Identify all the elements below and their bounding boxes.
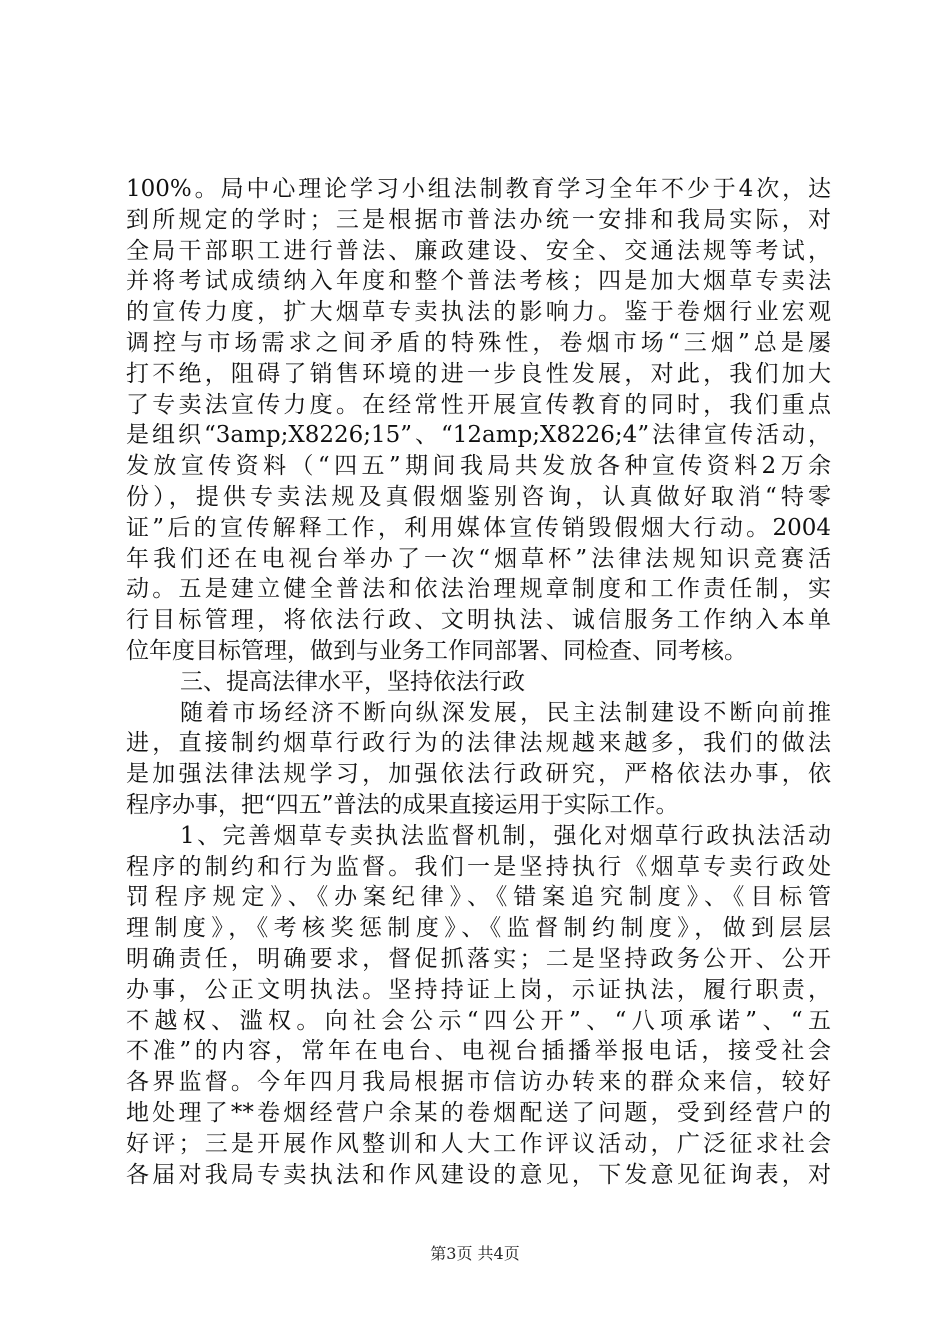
text-line: 年我们还在电视台举办了一次“烟草杯”法律法规知识竞赛活	[126, 545, 831, 572]
text-line: 各届对我局专卖执法和作风建设的意见，下发意见征询表，对	[126, 1161, 831, 1188]
text-line: 是加强法律法规学习，加强依法行政研究，严格依法办事，依	[126, 761, 831, 788]
page-footer: 第3页 共4页	[430, 1244, 520, 1263]
text-line: 程序办事，把“四五”普法的成果直接运用于实际工作。	[126, 791, 679, 818]
section-heading: 三、提高法律水平，坚持依法行政	[180, 668, 525, 695]
text-line: 并将考试成绩纳入年度和整个普法考核；四是加大烟草专卖法	[126, 268, 831, 295]
text-line: 1、完善烟草专卖执法监督机制，强化对烟草行政执法活动	[180, 822, 831, 849]
text-line: 不越权、滥权。向社会公示“四公开”、“八项承诺”、“五	[126, 1007, 831, 1034]
text-line: 理制度》，《考核奖惩制度》、《监督制约制度》，做到层层	[126, 915, 831, 942]
text-line: 是组织“3amp;X8226;15”、“12amp;X8226;4”法律宣传活动，	[126, 422, 831, 449]
text-line: 100%。局中心理论学习小组法制教育学习全年不少于4次，达	[126, 176, 831, 202]
text-line: 各界监督。今年四月我局根据市信访办转来的群众来信，较好	[126, 1069, 831, 1096]
text-line: 证”后的宣传解释工作，利用媒体宣传销毁假烟大行动。2004	[126, 514, 831, 541]
text-line: 的宣传力度，扩大烟草专卖执法的影响力。鉴于卷烟行业宏观	[126, 299, 831, 326]
text-line: 不准”的内容，常年在电台、电视台插播举报电话，接受社会	[126, 1038, 831, 1065]
text-line: 进，直接制约烟草行政行为的法律法规越来越多，我们的做法	[126, 730, 831, 757]
text-line: 到所规定的学时；三是根据市普法办统一安排和我局实际，对	[126, 206, 831, 233]
text-line: 随着市场经济不断向纵深发展，民主法制建设不断向前推	[180, 699, 831, 726]
text-line: 明确责任，明确要求，督促抓落实；二是坚持政务公开、公开	[126, 945, 831, 972]
text-line: 全局干部职工进行普法、廉政建设、安全、交通法规等考试，	[126, 237, 831, 264]
text-line: 动。五是建立健全普法和依法治理规章制度和工作责任制，实	[126, 576, 831, 603]
text-line: 调控与市场需求之间矛盾的特殊性，卷烟市场“三烟”总是屡	[126, 329, 831, 356]
text-line: 程序的制约和行为监督。我们一是坚持执行《烟草专卖行政处	[126, 853, 831, 880]
text-line: 了专卖法宣传力度。在经常性开展宣传教育的同时，我们重点	[126, 391, 831, 418]
text-line: 好评；三是开展作风整训和人大工作评议活动，广泛征求社会	[126, 1130, 831, 1157]
text-line: 位年度目标管理，做到与业务工作同部署、同检查、同考核。	[126, 637, 747, 664]
body-text	[126, 174, 831, 1190]
text-line: 打不绝，阻碍了销售环境的进一步良性发展，对此，我们加大	[126, 360, 831, 387]
text-line: 地处理了**卷烟经营户余某的卷烟配送了问题，受到经营户的	[126, 1099, 831, 1126]
text-line: 行目标管理，将依法行政、文明执法、诚信服务工作纳入本单	[126, 607, 831, 634]
text-line: 办事，公正文明执法。坚持持证上岗，示证执法，履行职责，	[126, 976, 831, 1003]
text-line: 份），提供专卖法规及真假烟鉴别咨询，认真做好取消“特零	[126, 483, 831, 510]
text-line: 罚程序规定》、《办案纪律》、《错案追究制度》、《目标管	[126, 884, 831, 911]
text-line: 发放宣传资料（“四五”期间我局共发放各种宣传资料2万余	[126, 453, 831, 480]
